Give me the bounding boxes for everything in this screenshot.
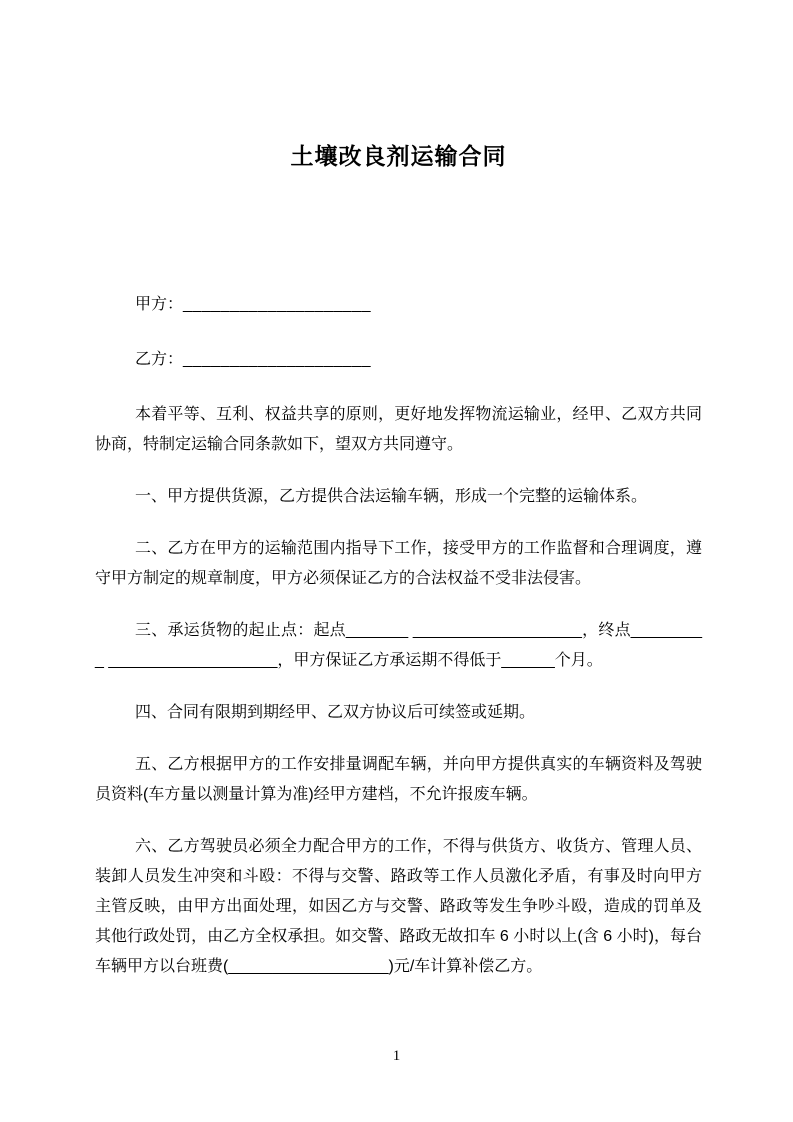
party-a-label: 甲方： [135, 296, 184, 313]
paragraph-preamble: 本着平等、互利、权益共享的原则，更好地发挥物流运输业，经甲、乙双方共同协商，特制定运输合同条款如下，望双方共同遵守。 [95, 406, 702, 453]
paragraph-clause-6: 六、乙方驾驶员必须全力配合甲方的工作，不得与供货方、收货方、管理人员、装卸人员发生冲突和斗殴：不得与交警、路政等工作人员激化矛盾，有事及时向甲方主管反映，由甲方出面处理，如因乙方与交警、路政等发生争吵斗殴，造成的罚单及其他行政处罚，由乙方全权承担。如交警、路政无故扣车 6 小时以上(含 6 小时)，每台车辆甲方以台班费(__________________)元/车计算补偿乙方。 [95, 838, 702, 975]
paragraph-clause-3: 三、承运货物的起止点：起点_______ ___________________，终点_________ ___________________，甲方保证乙方承运期不得低于______个月。 [95, 622, 702, 669]
party-a-line [95, 290, 702, 320]
party-b-blank: ____________________ [183, 351, 371, 368]
party-b-line [95, 345, 702, 375]
party-b-label: 乙方： [135, 351, 184, 368]
page-number: 1 [392, 1048, 401, 1064]
document-title: 土壤改良剂运输合同 [290, 143, 507, 169]
paragraph-clause-2: 二、乙方在甲方的运输范围内指导下工作，接受甲方的工作监督和合理调度，遵守甲方制定的规章制度，甲方必须保证乙方的合法权益不受非法侵害。 [95, 540, 702, 587]
paragraph-clause-5: 五、乙方根据甲方的工作安排量调配车辆，并向甲方提供真实的车辆资料及驾驶员资料(车方量以测量计算为准)经甲方建档，不允许报废车辆。 [95, 756, 702, 803]
document-content [95, 0, 702, 1004]
paragraph-clause-4: 四、合同有限期到期经甲、乙双方协议后可续签或延期。 [135, 704, 536, 721]
paragraph-clause-1: 一、甲方提供货源，乙方提供合法运输车辆，形成一个完整的运输体系。 [135, 488, 648, 505]
party-a-blank: ____________________ [183, 296, 371, 313]
